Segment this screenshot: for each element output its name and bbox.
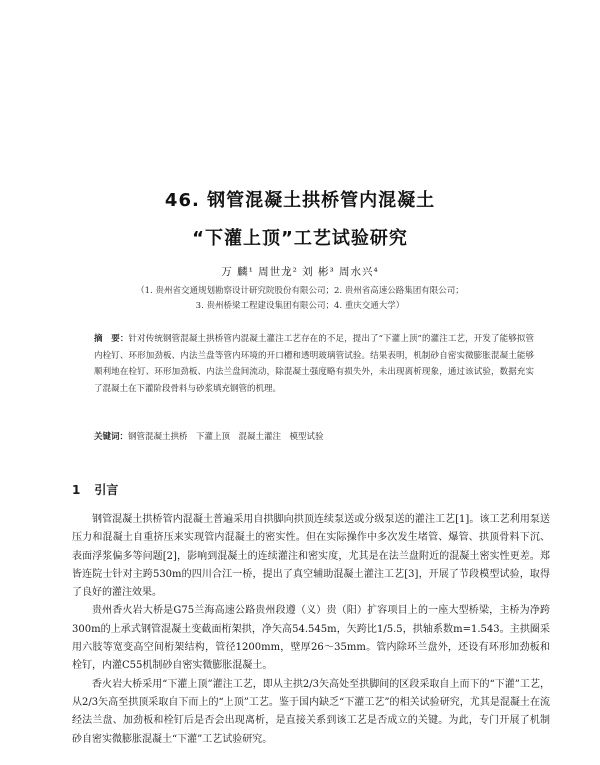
paragraph-3: 香火岩大桥采用“下灌上顶”灌注工艺，即从主拱2/3矢高处至拱脚间的区段采取自上而下的“下灌”工艺，从2/3矢高至拱顶采取自下而上的“上顶”工艺。鉴于国内缺乏“下灌工艺”的相关试验研究，尤其是混凝土在流经法兰盘、加劲板和栓钉后是否会出现离析，是直接关系到该工艺是否成立的关键。为此，专门开展了机制砂自密实微膨胀混凝土“下灌”工艺试验研究。 — [72, 678, 550, 745]
affiliation-line-2: 3. 贵州桥梁工程建设集团有限公司；4. 重庆交通大学） — [195, 301, 405, 311]
abstract-text: 针对传统钢管混凝土拱桥管内混凝土灌注工艺存在的不足，提出了“下灌上顶”的灌注工艺，开发了能够拟管内栓钉、环形加劲板、内法兰盘等管内环境的开口槽和透明玻璃管试验。结果表明，机制砂自密实微膨胀混凝土能够顺利地在栓钉、环形加劲板、内法兰盘间流动，除混凝土强度略有损失外，未出现离析现象，通过该试验，数据充实了混凝土在下灌阶段骨料与砂浆填充钢管的机理。 — [94, 334, 534, 394]
affiliation-line-1: （1. 贵州省交通规划勘察设计研究院股份有限公司；2. 贵州省高速公路集团有限公司； — [136, 286, 464, 296]
author-list: 万 麟¹ 周世龙² 刘 彬³ 周水兴⁴ — [221, 266, 379, 278]
keywords-label: 关键词： — [94, 432, 129, 442]
keywords — [94, 430, 534, 442]
body-text — [72, 511, 550, 749]
section-title: 引言 — [94, 483, 119, 497]
section-number: 1 — [72, 483, 81, 497]
abstract — [94, 331, 534, 397]
section-heading — [72, 481, 118, 498]
paper-title-line-1: 46. 钢管混凝土拱桥管内混凝土 — [164, 190, 436, 211]
abstract-label: 摘 要： — [94, 334, 129, 344]
paragraph-1: 钢管混凝土拱桥管内混凝土普遍采用自拱脚向拱顶连续泵送或分级泵送的灌注工艺[1]。该工艺利用泵送压力和混凝土自重挤压来实现管内混凝土的密实性。但在实际操作中多次发生堵管、爆管、拱顶骨料下沉、表面浮浆偏多等问题[2]，影响到混凝土的连续灌注和密实度，尤其是在法兰盘附近的混凝土密实性更差。郑皆连院士针对主跨530m的四川合江一桥，提出了真空辅助混凝土灌注工艺[3]，开展了节段模型试验，取得了良好的灌注效果。 — [72, 514, 550, 599]
keywords-text: 钢管混凝土拱桥 下灌上顶 混凝土灌注 模型试验 — [128, 432, 324, 442]
paper-title-line-2: “下灌上顶”工艺试验研究 — [192, 228, 408, 249]
paragraph-2: 贵州香火岩大桥是G75兰海高速公路贵州段遵（义）贵（阳）扩容项目上的一座大型桥梁，主桥为净跨300m的上承式钢管混凝土变截面桁架拱，净矢高54.545m，矢跨比1/5.5，拱轴系数m=1.543。主拱圈采用六肢等宽变高空间桁架结构，管径1200mm，壁厚26～35mm。管内除环兰盘外，还设有环形加劲板和栓钉，内灌C55机制砂自密实微膨胀混凝土。 — [72, 605, 550, 672]
